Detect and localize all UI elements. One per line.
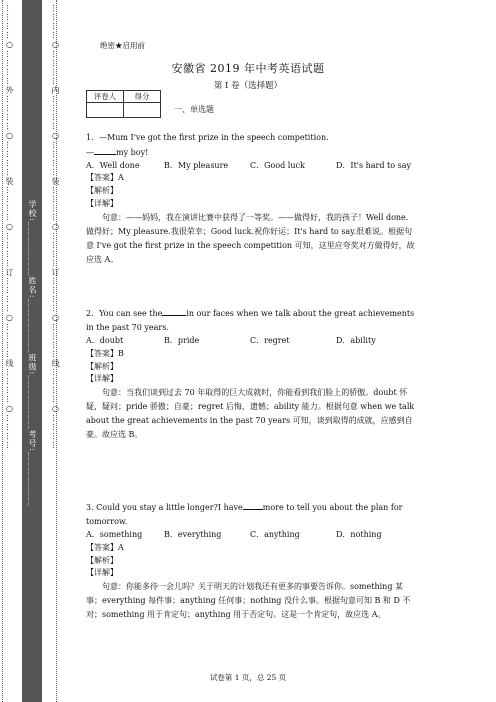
score-table <box>86 90 161 118</box>
analysis-label: 【解析】 <box>86 186 118 196</box>
question-1 <box>86 132 416 267</box>
question-3 <box>86 500 416 622</box>
option-a: A．doubt <box>86 336 124 345</box>
answer-blank <box>94 145 116 155</box>
question-stem: 1．—Mum I've got the first prize in the speech competition. <box>86 133 329 142</box>
option-d: D．nothing <box>336 530 382 539</box>
answer-label: 【答案】B <box>86 348 124 358</box>
score-table-grader-cell <box>87 103 124 118</box>
confidential-label: 绝密★启用前 <box>100 41 145 50</box>
analysis-label: 【解析】 <box>86 361 118 371</box>
option-d: D．It's hard to say <box>336 160 412 170</box>
score-table-score-header: 得分 <box>124 91 161 103</box>
section-heading: 一、单选题 <box>174 105 214 114</box>
option-d: D．ability <box>336 336 376 345</box>
question-stem: 2．You can see the in our faces when we talk about the great achievements in the past 70 years. <box>86 306 416 335</box>
option-c: C．Good luck <box>250 160 305 170</box>
score-table-grader-header: 评卷人 <box>87 91 124 103</box>
question-stem-line2: — my boy! <box>86 145 416 160</box>
detail-label: 【详解】 <box>86 198 118 208</box>
option-b: B．everything <box>164 530 222 539</box>
page-footer: 试卷第 1 页，总 25 页 <box>209 673 287 682</box>
explanation-text: 句意：你能多待一会儿吗？关于明天的计划我还有更多的事要告诉你。something 某事；everything 每件事；anything 任何事；nothing 没什么事。根据句意可知 B 和 D 不对；something 用于肯定句；anything 用于否定句。这是一个肯定句，故应选 A。 <box>86 582 411 620</box>
explanation-text: 句意：当我们谈到过去 70 年取得的巨大成就时，你能看到我们脸上的骄傲。doubt 怀疑，疑问；pride 骄傲；自豪；regret 后悔，遗憾；ability 能力。根据句意 when we talk about the great achievements in the past 70 years 可知，谈到取得的成就，应感到自豪。故应选 B。 <box>86 388 415 440</box>
page-title: 安徽省 2019 年中考英语试题 <box>171 62 325 75</box>
answer-label: 【答案】A <box>86 542 124 552</box>
student-info-text: 学校:___________姓名:___________班级:___________考号:___________ <box>28 200 37 507</box>
option-a: A．Well done <box>86 160 140 170</box>
options-row <box>86 529 416 542</box>
question-stem: 3. Could you stay a little longer?I have more to tell you about the plan for tomorrow. <box>86 500 416 529</box>
page-subtitle: 第 I 卷（选择题） <box>213 81 283 91</box>
option-c: C．regret <box>250 336 290 345</box>
question-2 <box>86 306 416 442</box>
options-row <box>86 335 416 348</box>
gutter-inner-text: …………○…………内…………○…………装…………○…………订…………○…………线…………○………… <box>51 4 60 450</box>
options-row <box>86 160 416 173</box>
answer-blank <box>243 500 263 510</box>
answer-blank <box>162 306 186 316</box>
score-table-score-cell <box>124 103 161 118</box>
option-b: B．My pleasure <box>164 160 229 170</box>
detail-label: 【详解】 <box>86 374 118 384</box>
option-b: B．pride <box>164 336 200 345</box>
outer-dotted-line <box>2 0 3 702</box>
option-c: C．anything <box>250 530 300 539</box>
gutter-outer-text: …………○…………外…………○…………装…………○…………订…………○…………线…………○………… <box>5 4 14 450</box>
answer-label: 【答案】A <box>86 173 124 183</box>
analysis-label: 【解析】 <box>86 555 118 565</box>
explanation-text: 句意：——妈妈，我在演讲比赛中获得了一等奖。——做得好，我的孩子！Well done. 做得好；My pleasure.我很荣幸；Good luck.祝你好运；It's hard to say.很难说。根据句意 I've got the first prize in the speech competition 可知，这里应夸奖对方做得好，故应选 A。 <box>86 212 415 264</box>
option-a: A．something <box>86 530 143 539</box>
detail-label: 【详解】 <box>86 568 118 578</box>
